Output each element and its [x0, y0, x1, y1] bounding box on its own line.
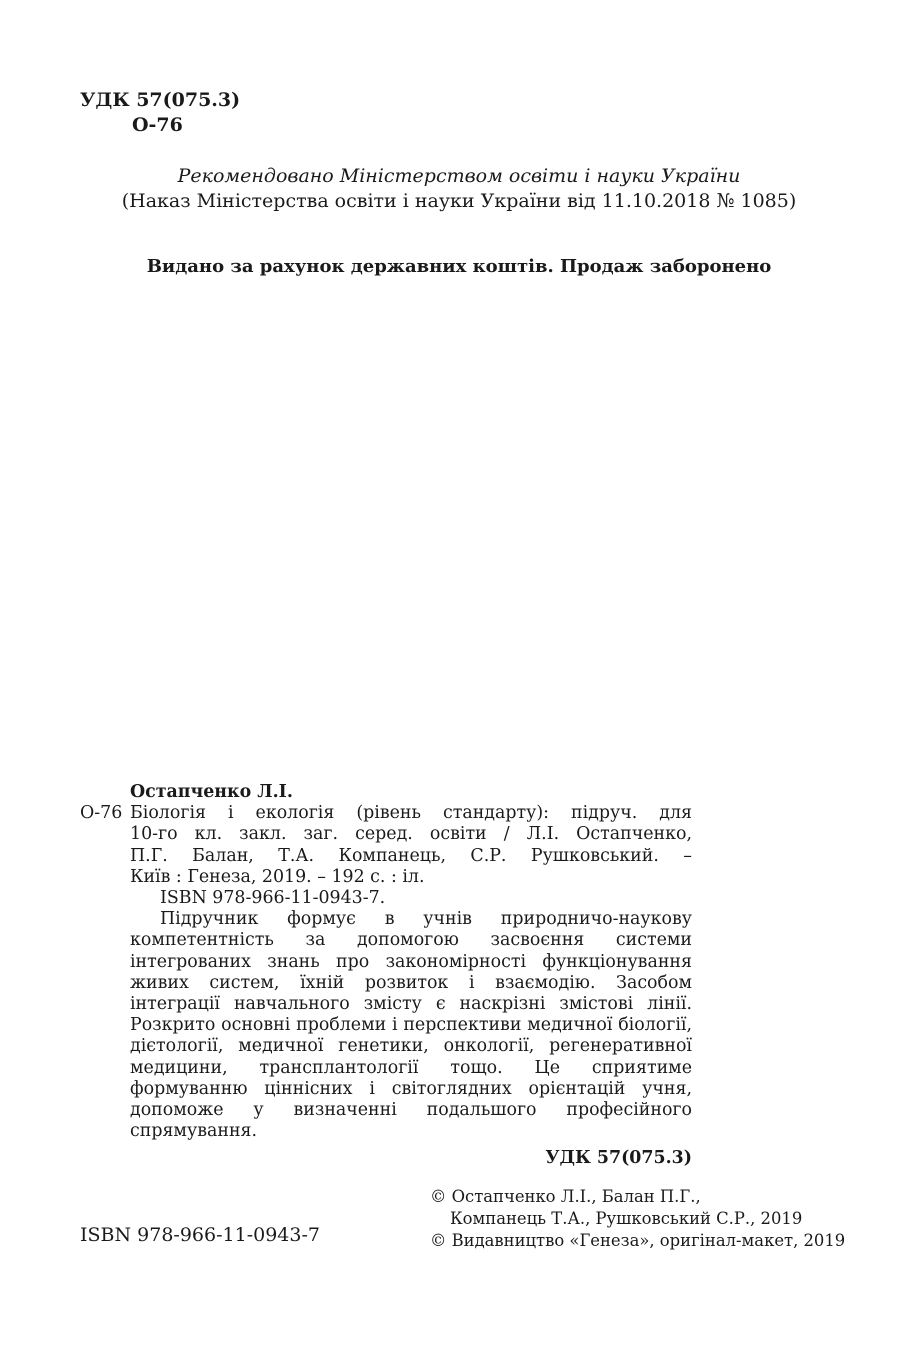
udk-code: УДК 57(075.3) — [80, 89, 241, 111]
recommendation-block — [0, 164, 918, 214]
description-line: Київ : Генеза, 2019. – 192 с. : іл. — [130, 866, 425, 887]
description-line: Біологія і екологія (рівень стандарту): підруч. для — [130, 803, 692, 824]
description-line: П.Г. Балан, Т.А. Компанець, С.Р. Рушковський. – — [130, 845, 692, 866]
udk-record: УДК 57(075.3) — [545, 1148, 692, 1169]
isbn-record: ISBN 978-966-11-0943-7. — [160, 888, 386, 909]
isbn-footer: ISBN 978-966-11-0943-7 — [80, 1224, 320, 1246]
author-mark: О-76 — [132, 114, 183, 136]
annotation: Підручник формує в учнів природничо-наукову компетентність за допомогою засвоєння системи інтегрованих знань про закономірності функціонування живих систем, їхній розвиток і взаємодію. Засобом інтеграції навчального змісту є наскрізні змістові лінії. Розкрито основні проблеми і перспективи медичної біології, дієтології, медичної генетики, онкології, регенеративної медицини, трансплантології тощо. Це сприятиме формуванню ціннісних і світоглядних орієнтацій учня, допоможе у визначенні подальшого професійного спрямування. — [130, 909, 692, 1142]
copyright-publisher: © Видавництво «Генеза», оригінал-макет, 2019 — [430, 1231, 846, 1250]
funding-note: Видано за рахунок державних коштів. Продаж заборонено — [146, 256, 772, 277]
bibliographic-record — [80, 782, 692, 1170]
udk-header — [80, 88, 240, 138]
description-line: 10-го кл. закл. заг. серед. освіти / Л.І. Остапченко, — [130, 824, 692, 845]
copyright-block — [430, 1186, 845, 1252]
recommendation-line: Рекомендовано Міністерством освіти і науки України — [177, 165, 741, 187]
author-mark-left: О-76 — [80, 803, 123, 824]
author-heading: Остапченко Л.І. — [130, 782, 293, 802]
copyright-authors: © Остапченко Л.І., Балан П.Г., — [430, 1187, 701, 1206]
ministry-order-line: (Наказ Міністерства освіти і науки України від 11.10.2018 № 1085) — [121, 190, 797, 212]
copyright-authors-cont: Компанець Т.А., Рушковський С.Р., 2019 — [450, 1209, 803, 1228]
